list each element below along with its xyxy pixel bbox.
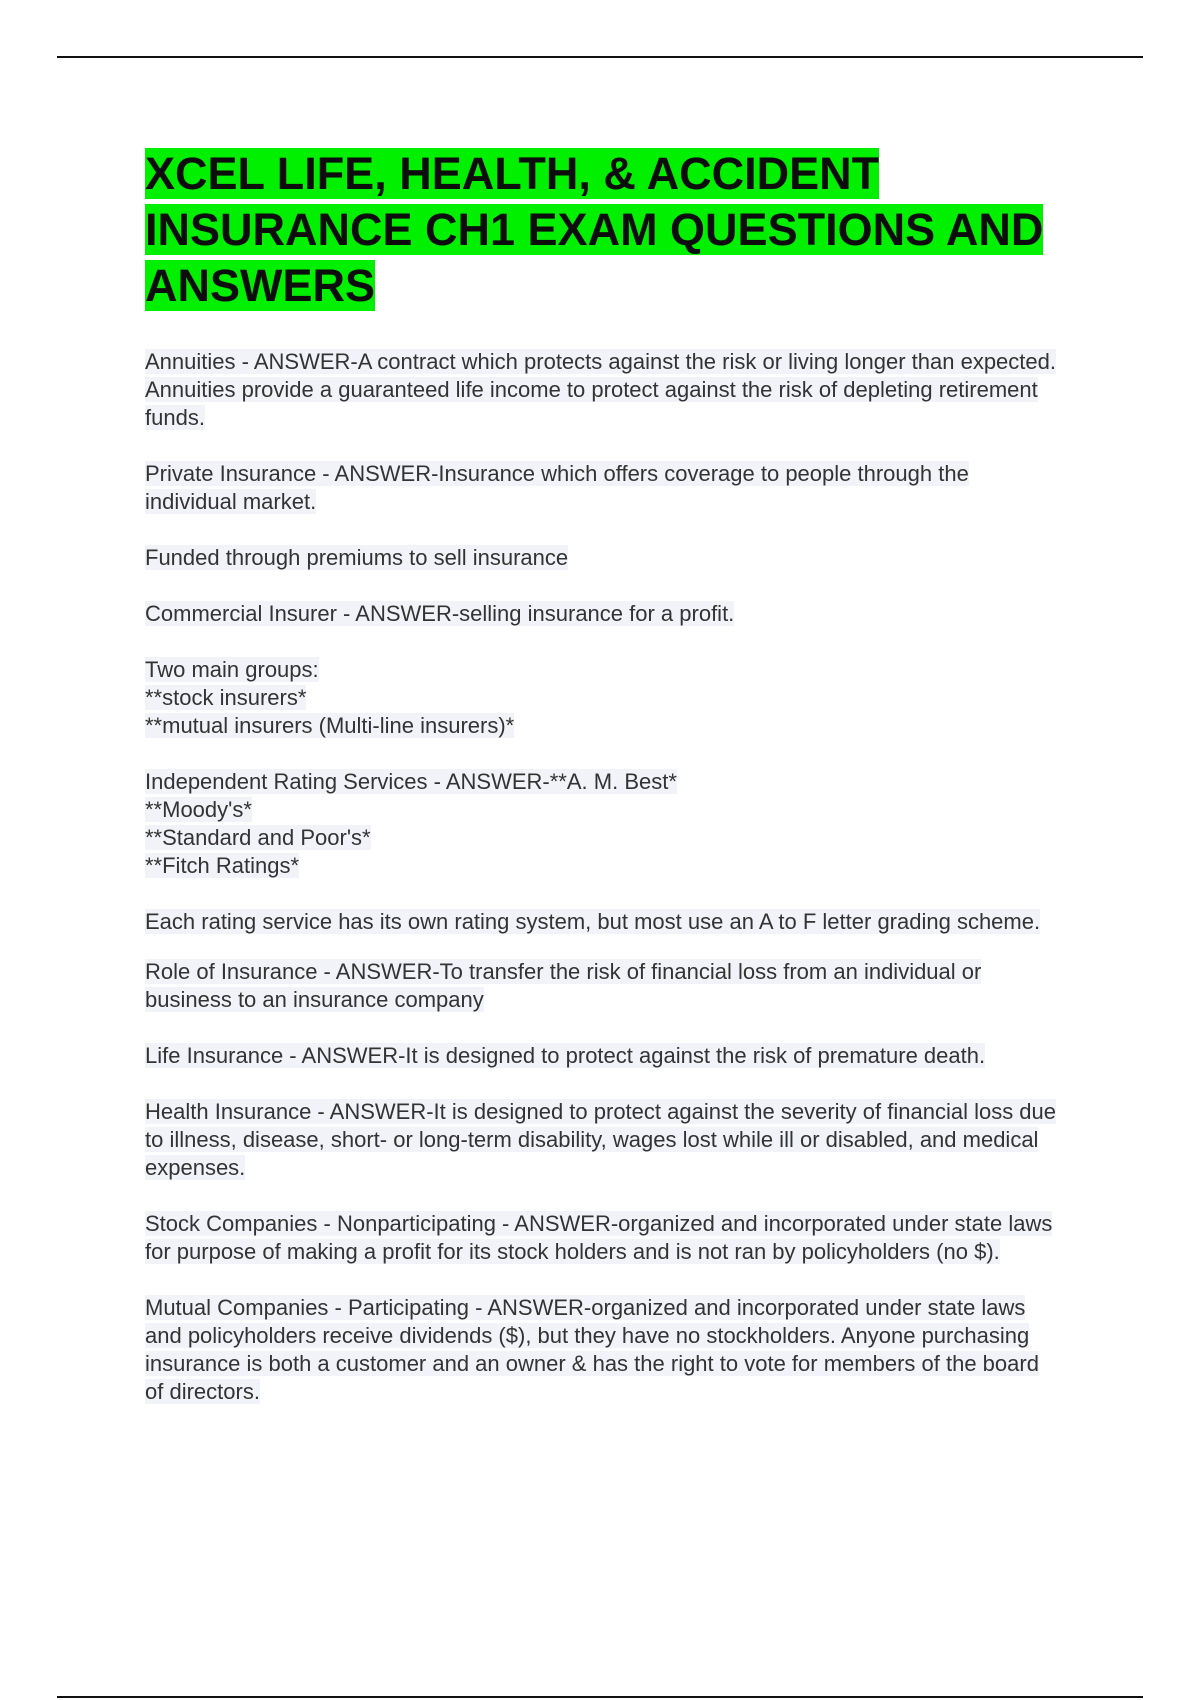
paragraph-text: Private Insurance - ANSWER-Insurance which offers coverage to people through the individual market. (145, 461, 969, 514)
paragraph-two-main-groups (145, 656, 1060, 740)
paragraph-life-insurance (145, 1042, 1060, 1070)
paragraph-text: Life Insurance - ANSWER-It is designed to protect against the risk of premature death. (145, 1043, 986, 1068)
paragraph-annuities (145, 348, 1060, 432)
paragraph-text: Stock Companies - Nonparticipating - ANSWER-organized and incorporated under state laws for purpose of making a profit for its stock holders and is not ran by policyholders (no $). (145, 1211, 1053, 1264)
paragraph-rating-services (145, 768, 1060, 880)
paragraph-health-insurance (145, 1098, 1060, 1182)
paragraph-funded (145, 544, 1060, 572)
paragraph-text: Commercial Insurer - ANSWER-selling insurance for a profit. (145, 601, 735, 626)
paragraph-text: Funded through premiums to sell insurance (145, 545, 569, 570)
paragraph-stock-companies (145, 1210, 1060, 1266)
paragraph-text: Annuities - ANSWER-A contract which protects against the risk or living longer than expected. Annuities provide a guaranteed life income to protect against the risk of depleting retirement funds. (145, 349, 1056, 430)
paragraph-rating-system (145, 908, 1060, 936)
document-title (145, 146, 1060, 314)
document-body (145, 146, 1060, 1434)
paragraph-commercial-insurer (145, 600, 1060, 628)
paragraph-text: Health Insurance - ANSWER-It is designed to protect against the severity of financial loss due to illness, disease, short- or long-term disability, wages lost while ill or disabled, and medical expenses. (145, 1099, 1057, 1180)
paragraph-mutual-companies (145, 1294, 1060, 1406)
paragraph-text: Mutual Companies - Participating - ANSWER-organized and incorporated under state laws and policyholders receive dividends ($), but they have no stockholders. Anyone purchasing insurance is both a customer and an owner & has the right to vote for members of the board of directors. (145, 1295, 1039, 1404)
paragraph-text: Independent Rating Services - ANSWER-**A. M. Best* **Moody's* **Standard and Poor's* **Fitch Ratings* (145, 769, 677, 878)
title-highlight: XCEL LIFE, HEALTH, & ACCIDENT INSURANCE CH1 EXAM QUESTIONS AND ANSWERS (145, 148, 1044, 311)
paragraph-text: Role of Insurance - ANSWER-To transfer the risk of financial loss from an individual or business to an insurance company (145, 959, 982, 1012)
paragraph-role-of-insurance (145, 958, 1060, 1014)
paragraph-text: Each rating service has its own rating system, but most use an A to F letter grading scheme. (145, 909, 1041, 934)
header-rule (57, 56, 1143, 58)
paragraph-text: Two main groups: **stock insurers* **mutual insurers (Multi-line insurers)* (145, 657, 515, 738)
footer-rule (57, 1696, 1143, 1698)
paragraph-private-insurance (145, 460, 1060, 516)
